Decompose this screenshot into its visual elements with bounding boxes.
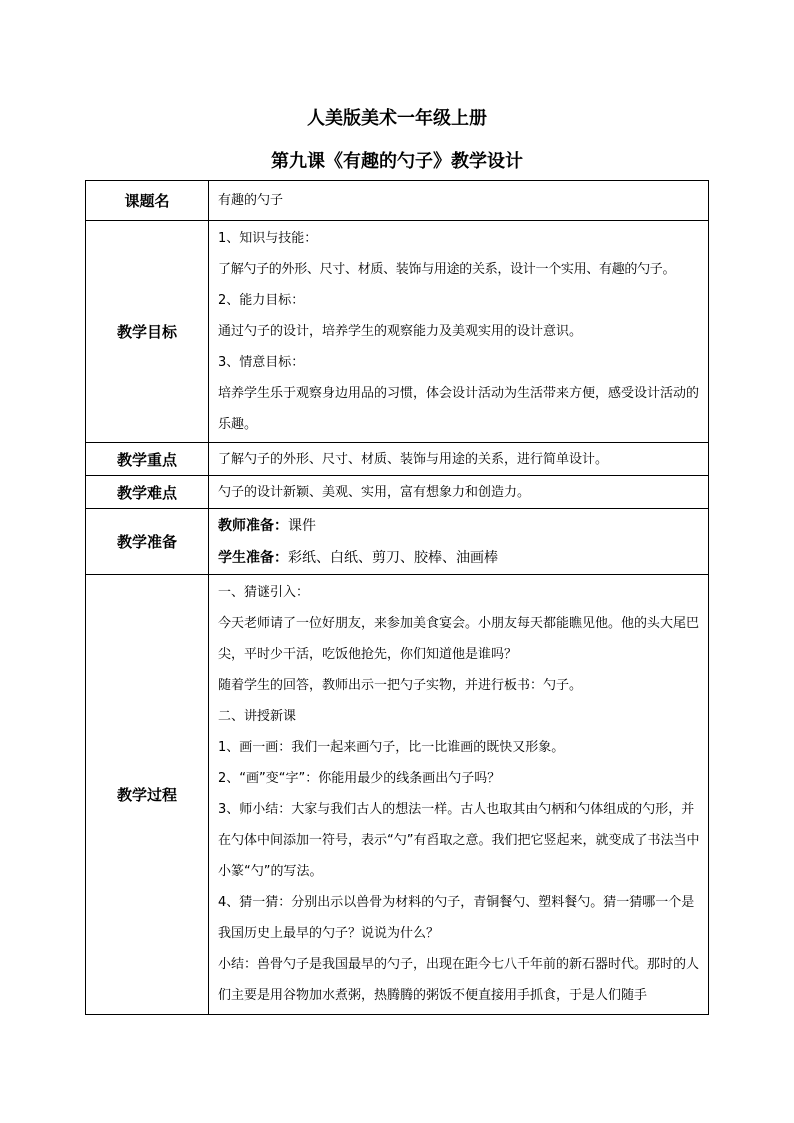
process-line: 4、猜一猜：分别出示以兽骨为材料的勺子，青铜餐勺、塑料餐勺。猜一猜哪一个是我国历史上最早的勺子？说说为什么？ bbox=[218, 895, 695, 941]
goals-label: 教学目标 bbox=[86, 221, 209, 443]
student-preparation-value: 彩纸、白纸、剪刀、胶棒、油画棒 bbox=[288, 549, 498, 566]
focus-value: 了解勺子的外形、尺寸、材质、装饰与用途的关系，进行简单设计。 bbox=[209, 443, 709, 476]
table-row-difficulty bbox=[86, 476, 709, 509]
student-preparation bbox=[218, 542, 702, 574]
difficulty-value: 勺子的设计新颖、美观、实用，富有想象力和创造力。 bbox=[209, 476, 709, 509]
lesson-plan-table bbox=[85, 180, 709, 1015]
goals-content bbox=[209, 221, 709, 443]
topic-value: 有趣的勺子 bbox=[209, 181, 709, 221]
student-preparation-label: 学生准备： bbox=[218, 549, 288, 566]
table-row-process bbox=[86, 575, 709, 1015]
process-line: 二、讲授新课 bbox=[218, 709, 297, 724]
teacher-preparation-value: 课件 bbox=[288, 517, 316, 534]
process-line: 小结：兽骨勺子是我国最早的勺子，出现在距今七八千年前的新石器时代。那时的人们主要是用谷物加水煮粥，热腾腾的粥饭不便直接用手抓食，于是人们随手 bbox=[218, 957, 700, 1003]
process-line: 1、画一画：我们一起来画勺子，比一比谁画的既快又形象。 bbox=[218, 740, 565, 755]
process-line: 2、“画”变“字”：你能用最少的线条画出勺子吗？ bbox=[218, 771, 501, 786]
goals-line: 3、情意目标： bbox=[218, 355, 305, 370]
process-line: 3、师小结：大家与我们古人的想法一样。古人也取其由勺柄和勺体组成的勺形，并在勺体中间添加一符号，表示“勺”有舀取之意。我们把它竖起来，就变成了书法当中小篆“勺”的写法。 bbox=[218, 802, 700, 879]
goals-line: 2、能力目标： bbox=[218, 293, 305, 308]
topic-label: 课题名 bbox=[86, 181, 209, 221]
process-line: 随着学生的回答，教师出示一把勺子实物，并进行板书：勺子。 bbox=[218, 678, 583, 693]
table-row-focus bbox=[86, 443, 709, 476]
focus-label: 教学重点 bbox=[86, 443, 209, 476]
difficulty-label: 教学难点 bbox=[86, 476, 209, 509]
preparation-content bbox=[209, 509, 709, 575]
table-row-goals bbox=[86, 221, 709, 443]
preparation-label: 教学准备 bbox=[86, 509, 209, 575]
process-line: 一、猜谜引入： bbox=[218, 585, 310, 600]
process-line: 今天老师请了一位好朋友，来参加美食宴会。小朋友每天都能瞧见他。他的头大尾巴尖，平时少干活，吃饭他抢先，你们知道他是谁吗？ bbox=[218, 616, 700, 662]
table-row-preparation bbox=[86, 509, 709, 575]
teacher-preparation-label: 教师准备： bbox=[218, 517, 288, 534]
table-row-topic bbox=[86, 181, 709, 221]
goals-line: 通过勺子的设计，培养学生的观察能力及美观实用的设计意识。 bbox=[218, 324, 583, 339]
goals-line: 了解勺子的外形、尺寸、材质、装饰与用途的关系，设计一个实用、有趣的勺子。 bbox=[218, 262, 676, 277]
process-label: 教学过程 bbox=[86, 575, 209, 1015]
document-title: 人美版美术一年级上册 bbox=[307, 108, 487, 129]
process-content bbox=[209, 575, 709, 1015]
goals-line: 1、知识与技能： bbox=[218, 231, 318, 246]
document-subtitle: 第九课《有趣的勺子》教学设计 bbox=[271, 151, 523, 172]
teacher-preparation bbox=[218, 510, 702, 542]
goals-line: 培养学生乐于观察身边用品的习惯，体会设计活动为生活带来方便，感受设计活动的乐趣。 bbox=[218, 386, 700, 432]
